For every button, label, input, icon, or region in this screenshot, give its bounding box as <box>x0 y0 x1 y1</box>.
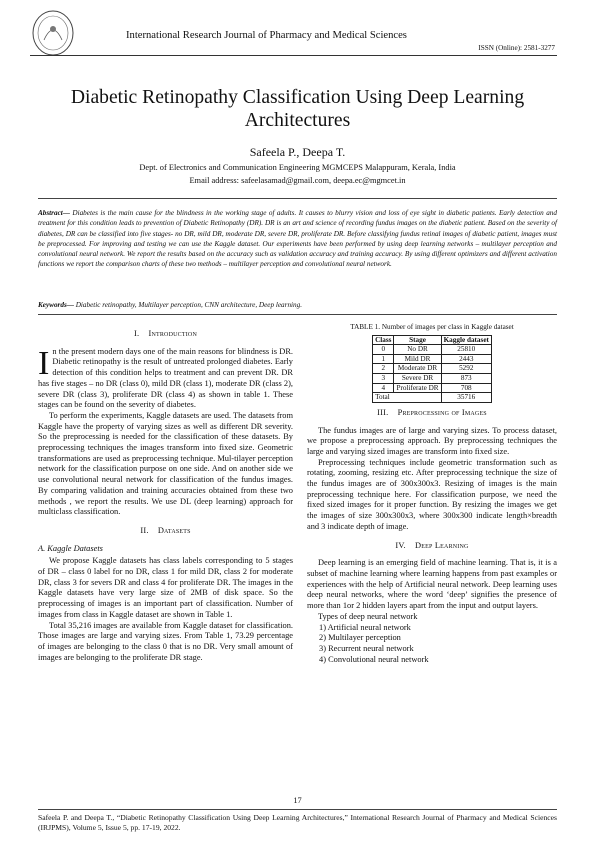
abstract <box>38 208 557 270</box>
intro-paragraph-2: To perform the experiments, Kaggle datasets are used. The datasets from Kaggle have the property of varying sizes as well as different DR severity. So the preprocessing is needed for the classification of these datasets. By preprocessing techniques the images transform into fixed size. Geometric transformations are used as preprocessing technique. Mul-tilayer perception network for the classification purpose on one side. And on another side we use convolutional neural network for classification of the fundus images. By comparing validation and training accuracies obtained from these two methods , we report the results. We use DL (deep learning) approach for multiclass classification. <box>38 410 293 517</box>
table-row <box>373 345 492 355</box>
list-item: 3) Recurrent neural network <box>319 643 414 653</box>
drop-cap: I <box>38 344 50 382</box>
section-title: Preprocessing of Images <box>397 407 487 417</box>
intro-paragraph-1 <box>38 344 293 411</box>
section-heading-introduction <box>38 329 293 340</box>
journal-logo <box>32 10 74 56</box>
keywords <box>38 301 557 309</box>
table-cell: 4 <box>373 383 394 393</box>
table-cell: Proliferate DR <box>394 383 441 393</box>
table-total-label: Total <box>373 393 442 403</box>
citation: Safeela P. and Deepa T., “Diabetic Retinopathy Classification Using Deep Learning Architectures,” International Research Journal of Pharmacy and Medical Sciences (IRJPMS), Volume 5, Issue 5, pp. 17-19, 2022. <box>38 813 557 832</box>
section-number: I. <box>133 329 140 338</box>
abstract-divider <box>38 314 557 315</box>
list-item: 2) Multilayer perception <box>319 633 401 643</box>
table-cell: Mild DR <box>394 354 441 364</box>
table-cell: 5292 <box>441 364 491 374</box>
section-title: Datasets <box>157 525 191 535</box>
section-number: III. <box>377 407 389 417</box>
datasets-paragraph-2: Total 35,216 images are available from Kaggle dataset for classification. Those images are large and varying sizes. From Table 1, 73.29 percentage of images are belonging to the class 0 that is no DR. Very small amount of images are belonging to the proliferate DR stage. <box>38 620 293 662</box>
right-column <box>307 322 557 665</box>
section-heading-deep-learning <box>307 541 557 552</box>
table-row <box>373 354 492 364</box>
keywords-text: Diabetic retinopathy, Multilayer perception, CNN architecture, Deep learning. <box>73 301 303 309</box>
header-divider <box>30 55 557 56</box>
table-cell: No DR <box>394 345 441 355</box>
title-divider <box>38 198 557 199</box>
author-affiliation: Dept. of Electronics and Communication Engineering MGMCEPS Malappuram, Kerala, India <box>139 163 456 172</box>
dnn-types-list <box>307 623 557 666</box>
table-total-value: 35716 <box>441 393 491 403</box>
deep-learning-paragraph-2: Types of deep neural network <box>318 611 418 621</box>
table-cell: 25810 <box>441 345 491 355</box>
preprocessing-paragraph-1: The fundus images are of large and varying sizes. To process dataset, we propose a preprocessing approach. By preprocessing techniques the large and varying sized images are transform into fixed size. <box>307 425 557 456</box>
section-title: Introduction <box>148 329 197 338</box>
paper-title: Diabetic Retinopathy Classification Using Deep Learning Architectures <box>70 87 525 131</box>
table-cell: 0 <box>373 345 394 355</box>
table-total-row <box>373 393 492 403</box>
table-cell: Moderate DR <box>394 364 441 374</box>
abstract-label: Abstract— <box>38 209 70 217</box>
issn: ISSN (Online): 2581-3277 <box>478 44 555 52</box>
table-header-cell: Class <box>373 335 394 345</box>
table-cell: 2443 <box>441 354 491 364</box>
journal-name: International Research Journal of Pharmacy and Medical Sciences <box>126 30 407 41</box>
table-header-cell: Stage <box>394 335 441 345</box>
deep-learning-paragraph-1: Deep learning is an emerging field of machine learning. That is, it is a subset of machine learning where learning happens from past examples or experiences with the help of Artificial neural network. Deep learning uses deep neural networks, where the word ‘deep’ signifies the presence of more than 1or 2 hidden layers apart from the input and output layers. <box>307 558 557 611</box>
section-heading-preprocessing <box>307 408 557 419</box>
preprocessing-paragraph-2: Preprocessing techniques include geometric transformation such as rotating, zooming, resizing etc. After preprocessing technique the size of the fundus images are of 300x300x3. Resizing of images is the main preprocessing technique here. For classification purpose, we need the fixed sized images for it proper function. By resizing the images we get the images of size 300x300x3, where 300x300 indicate length×breadth and 3 indicate depth of image. <box>307 457 557 531</box>
subsection-heading-kaggle: A. Kaggle Datasets <box>38 543 103 553</box>
table-cell: 708 <box>441 383 491 393</box>
section-number: II. <box>140 525 149 535</box>
intro-paragraph-1-text: n the present modern days one of the main reasons for blindness is DR. Diabetic retinopathy is the result of untreated prolonged diabetes. Early detection of this condition helps to treatment and can prevent DR. DR has five stages – no DR (class 0), mild DR (class 1), moderate DR (class 2), severe DR (class 3), proliferate DR (class 4) as shown in table 1. These stages can be found on the severity of diabetes. <box>38 346 293 410</box>
section-number: IV. <box>395 540 406 550</box>
kaggle-dataset-table <box>372 335 492 403</box>
table-header-cell: Kaggle dataset <box>441 335 491 345</box>
datasets-paragraph-1: We propose Kaggle datasets has class labels corresponding to 5 stages of DR – class 0 label for no DR, class 1 for mild DR, class 2 for moderate DR, class 3 for severs DR and class 4 for proliferate DR. The images in the Kaggle datasets have very large size of 2MB of disk space. So the preprocessing of images is an important part of classification. Number of images from class in Kaggle dataset are shown in Table 1. <box>38 556 293 619</box>
table-cell: 3 <box>373 374 394 384</box>
abstract-text: Diabetes is the main cause for the blindness in the working stage of adults. It causes to blurry vision and loss of eye sight in diabetic patients. Early detection and treatment for this condition leads to prevention of Diabetic Retinopathy (DR). DR is an art and science of recording fundus images on the diabetic patient. Based on the severity of diabetes, DR can be classified into five stages- no DR, mild DR, moderate DR, severe DR, proliferate DR. Before classifying fundus retinal images of diabetic patient, images must be preprocessed. For improving and testing we can use the Kaggle dataset. Our experiments have been performed by using deep learning networks – multilayer perception and convolutional neural network. We report the results based on the accuracy such as validation accuracy and training accuracy. By using different optimizers and different activation functions we report the comparison charts of these two methods – multilayer perception and convolutional neural network. <box>38 209 557 269</box>
footer-divider <box>38 809 557 810</box>
section-heading-datasets <box>38 526 293 537</box>
section-title: Deep Learning <box>415 540 469 550</box>
list-item: 4) Convolutional neural network <box>319 654 429 664</box>
table-header-row <box>373 335 492 345</box>
table-row <box>373 374 492 384</box>
table-row <box>373 364 492 374</box>
author-email: Email address: safeelasamad@gmail.com, deepa.ec@mgmcet.in <box>189 176 406 185</box>
table-cell: Severe DR <box>394 374 441 384</box>
table-cell: 1 <box>373 354 394 364</box>
table-row <box>373 383 492 393</box>
paper-authors: Safeela P., Deepa T. <box>249 145 346 159</box>
table-cell: 873 <box>441 374 491 384</box>
table-cell: 2 <box>373 364 394 374</box>
list-item: 1) Artificial neural network <box>319 622 411 632</box>
left-column <box>38 329 293 663</box>
keywords-label: Keywords— <box>38 301 74 309</box>
page-number: 17 <box>293 796 302 805</box>
table-caption: TABLE 1. Number of images per class in Kaggle dataset <box>350 323 514 331</box>
